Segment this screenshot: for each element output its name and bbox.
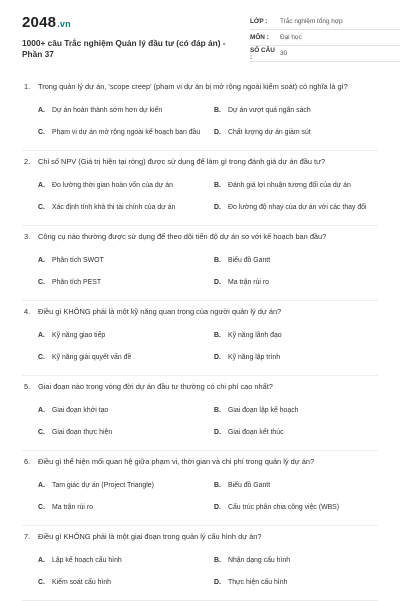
meta-row [250,14,400,30]
question-item [22,526,378,601]
option-letter: D. [214,129,221,137]
answer-option[interactable] [214,122,386,144]
question-number: 7. [24,531,31,541]
option-text: Cấu trúc phân chia công việc (WBS) [228,504,340,512]
meta-key: LỚP : [250,18,268,25]
option-text: Ma trận rủi ro [52,504,93,512]
answer-option[interactable] [38,122,210,144]
logo-main: 2048 [22,14,57,31]
question-number: 2. [24,156,31,166]
answer-options [22,475,378,519]
option-letter: D. [214,429,221,437]
option-text: Giai đoạn thực hiện [52,429,113,437]
option-letter: C. [38,129,45,137]
answer-option[interactable] [214,175,386,197]
answer-option[interactable] [214,325,386,347]
option-letter: B. [214,557,221,565]
option-text: Xác định tính khả thi tài chính của dự án [52,204,176,212]
option-letter: B. [214,107,221,115]
meta-value: Đại học [280,34,302,41]
option-text: Giai đoạn lập kế hoạch [228,407,299,415]
answer-options [22,250,378,294]
answer-options [22,175,378,219]
option-letter: C. [38,279,45,287]
answer-options [22,550,378,594]
answer-option[interactable] [38,572,210,594]
option-letter: C. [38,354,45,362]
option-text: Dự án hoàn thành sớm hơn dự kiến [52,107,163,115]
answer-option[interactable] [38,475,210,497]
meta-value: Trắc nghiệm tổng hợp [280,18,343,25]
question-item [22,301,378,376]
answer-option[interactable] [214,100,386,122]
answer-option[interactable] [214,347,386,369]
option-letter: C. [38,504,45,512]
question-prompt: Điều gì KHÔNG phải là một giai đoạn trong quản lý cấu hình dự án? [38,531,262,541]
option-text: Phạm vi dự án mở rộng ngoài kế hoạch ban đầu [52,129,201,137]
option-letter: A. [38,182,45,190]
option-text: Giai đoạn kết thúc [228,429,284,437]
option-text: Kiểm soát cấu hình [52,579,111,587]
option-letter: A. [38,557,45,565]
option-text: Kỹ năng giải quyết vấn đề [52,354,132,362]
question-item [22,376,378,451]
answer-option[interactable] [38,250,210,272]
question-number: 3. [24,231,31,241]
question-prompt: Giai đoạn nào trong vòng đời dự án đầu tư thường có chi phí cao nhất? [38,381,273,391]
option-text: Đo lường thời gian hoàn vốn của dự án [52,182,173,190]
answer-option[interactable] [214,422,386,444]
answer-option[interactable] [214,497,386,519]
option-letter: D. [214,204,221,212]
question-text [22,382,378,392]
answer-option[interactable] [38,347,210,369]
header [22,14,378,70]
meta-info [250,14,400,62]
option-letter: A. [38,257,45,265]
option-text: Phân tích SWOT [52,257,104,265]
question-number: 4. [24,306,31,316]
option-text: Nhận dạng cấu hình [228,557,291,565]
question-text [22,82,378,92]
answer-option[interactable] [214,475,386,497]
meta-row [250,30,400,46]
option-letter: B. [214,482,221,490]
option-letter: A. [38,482,45,490]
option-text: Kỹ năng lãnh đạo [228,332,282,340]
question-number: 1. [24,82,31,91]
option-text: Ma trận rủi ro [228,279,269,287]
answer-option[interactable] [38,197,210,219]
answer-options [22,100,378,144]
answer-option[interactable] [38,175,210,197]
option-letter: A. [38,332,45,340]
answer-option[interactable] [38,497,210,519]
question-prompt: Công cụ nào thường được sử dụng để theo dõi tiến độ dự án so với kế hoạch ban đầu? [38,231,327,241]
option-text: Kỹ năng giao tiếp [52,332,106,340]
option-letter: B. [214,182,221,190]
answer-option[interactable] [214,250,386,272]
option-text: Phân tích PEST [52,279,102,287]
question-text [22,307,378,317]
answer-option[interactable] [38,550,210,572]
option-text: Biểu đồ Gantt [228,257,271,265]
option-text: Đo lường độ nhạy của dự án với các thay đổi [228,204,367,212]
answer-option[interactable] [214,400,386,422]
answer-option[interactable] [214,197,386,219]
answer-option[interactable] [38,400,210,422]
option-text: Biểu đồ Gantt [228,482,271,490]
answer-option[interactable] [214,550,386,572]
answer-option[interactable] [214,572,386,594]
option-letter: A. [38,107,45,115]
question-prompt: Trong quản lý dự án, 'scope creep' (phạm vi dự án bị mở rộng ngoài kiểm soát) có nghĩa là gì? [38,82,348,91]
answer-option[interactable] [38,325,210,347]
question-text [22,532,378,542]
option-letter: B. [214,257,221,265]
meta-key: MÔN : [250,34,269,41]
option-text: Kỹ năng lập trình [228,354,281,362]
option-letter: D. [214,279,221,287]
option-letter: A. [38,407,45,415]
site-logo[interactable] [22,14,71,31]
option-text: Tam giác dự án (Project Triangle) [52,482,154,490]
question-item [22,76,378,151]
option-letter: B. [214,407,221,415]
meta-key: SỐ CÂU : [250,46,275,61]
option-letter: D. [214,579,221,587]
option-text: Dự án vượt quá ngân sách [228,107,311,115]
option-text: Lập kế hoạch cấu hình [52,557,122,565]
option-letter: D. [214,504,221,512]
question-text [22,157,378,167]
option-text: Thực hiện cấu hình [228,579,288,587]
logo-suffix: .vn [57,19,71,29]
question-list [22,76,378,601]
answer-option[interactable] [38,422,210,444]
answer-option[interactable] [38,100,210,122]
question-text [22,232,378,242]
option-text: Đánh giá lợi nhuận tương đối của dự án [228,182,351,190]
option-letter: C. [38,579,45,587]
question-number: 5. [24,381,31,391]
meta-row [250,46,400,62]
answer-options [22,400,378,444]
option-text: Giai đoạn khởi tạo [52,407,109,415]
option-letter: C. [38,429,45,437]
question-prompt: Điều gì KHÔNG phải là một kỹ năng quan trọng của người quản lý dự án? [38,306,282,316]
question-item [22,226,378,301]
question-prompt: Chỉ số NPV (Giá trị hiện tại ròng) được sử dụng để làm gì trong đánh giá dự án đầu tư? [38,156,326,166]
question-text [22,457,378,467]
answer-option[interactable] [38,272,210,294]
question-number: 6. [24,456,31,466]
page-title: 1000+ câu Trắc nghiệm Quản lý đầu tư (có đáp án) - Phần 37 [22,38,226,60]
answer-options [22,325,378,369]
option-letter: D. [214,354,221,362]
question-item [22,451,378,526]
answer-option[interactable] [214,272,386,294]
option-text: Chất lượng dự án giảm sút [228,129,311,137]
question-item [22,151,378,226]
option-letter: C. [38,204,45,212]
meta-value: 30 [280,50,288,57]
question-prompt: Điều gì thể hiện mối quan hệ giữa phạm vi, thời gian và chi phí trong quản lý dự án? [38,456,315,466]
option-letter: B. [214,332,221,340]
